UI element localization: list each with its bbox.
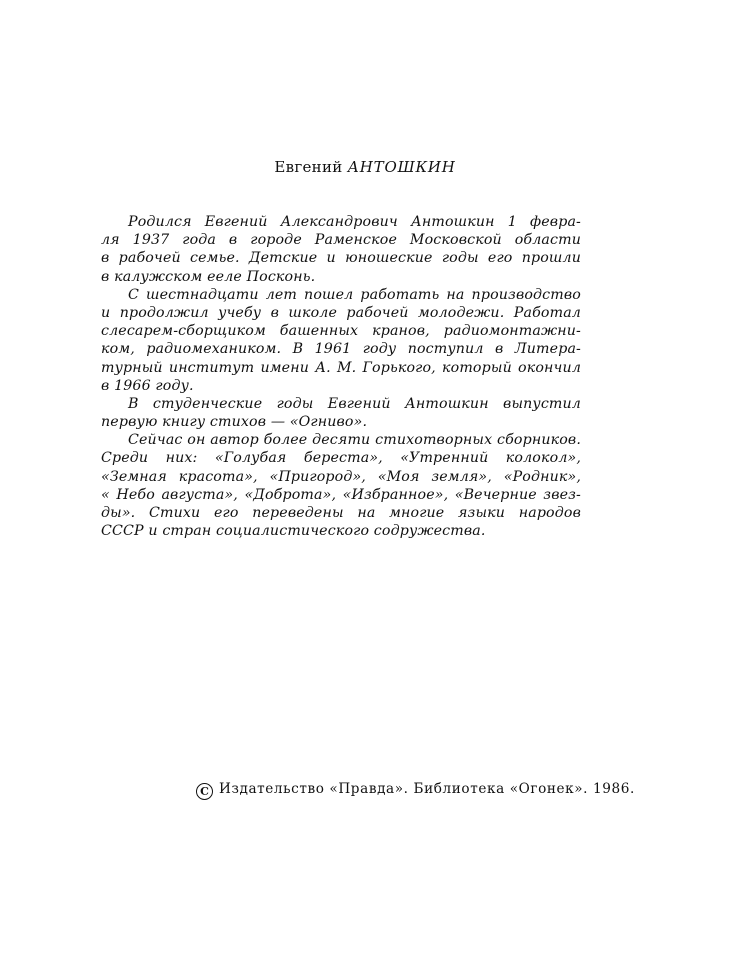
bio-line: в рабочей семье. Детские и юношеские годы его прошли xyxy=(101,250,581,267)
bio-line: ды». Стихи его переведены на многие языки народов xyxy=(101,505,581,521)
bio-line: В студенческие годы Евгений Антошкин выпустил xyxy=(128,395,581,412)
bio-line: Родился Евгений Александрович Антошкин 1 февра- xyxy=(128,214,581,230)
bio-line: слесарем-сборщиком башенных кранов, радиомонтажни- xyxy=(101,323,581,340)
author-heading xyxy=(0,158,730,176)
copyright-icon: C xyxy=(196,783,213,800)
bio-line: ком, радиомехаником. В 1961 году поступил в Литера- xyxy=(101,341,581,358)
author-first-name: Евгений xyxy=(274,158,343,176)
bio-line: турный институт имени А. М. Горького, который окончил xyxy=(101,359,581,376)
bio-line: ля 1937 года в городе Раменское Московской области xyxy=(101,232,581,249)
bio-line: и продолжил учебу в школе рабочей молодежи. Работал xyxy=(101,304,581,321)
copyright-text: Издательство «Правда». Библиотека «Огонек». 1986. xyxy=(219,781,635,797)
biography xyxy=(101,213,581,540)
bio-line: Среди них: «Голубая береста», «Утренний колокол», xyxy=(101,450,581,467)
author-surname: АНТОШКИН xyxy=(347,158,456,176)
copyright-line xyxy=(196,781,635,800)
bio-line: « Небо августа», «Доброта», «Избранное», «Вечерние звез- xyxy=(101,486,581,503)
bio-line: первую книгу стихов — «Огниво». xyxy=(101,414,368,431)
bio-line: Сейчас он автор более десяти стихотворных сборников. xyxy=(128,432,581,449)
bio-line: в 1966 году. xyxy=(101,377,194,394)
bio-line: в калужском ееле Посконь. xyxy=(101,268,316,285)
bio-line: С шестнадцати лет пошел работать на производство xyxy=(128,286,581,303)
bio-line: «Земная красота», «Пригород», «Моя земля», «Родник», xyxy=(101,468,581,485)
bio-line: СССР и стран социалистического содружества. xyxy=(101,523,486,540)
